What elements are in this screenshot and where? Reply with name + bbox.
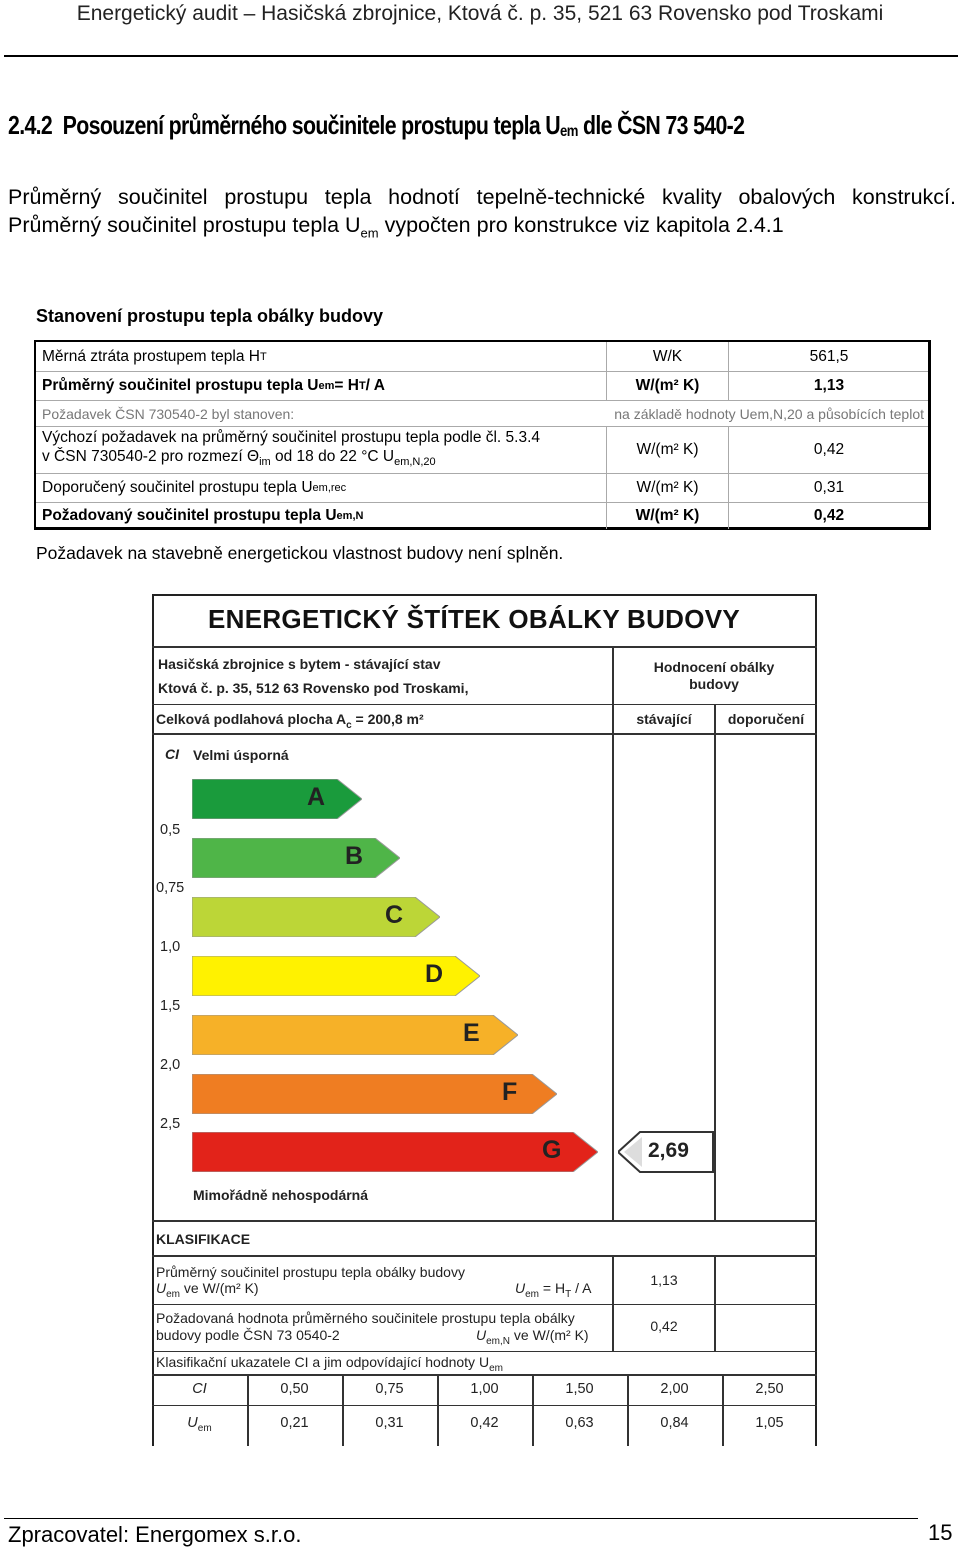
klas-row2-value: 0,42 (650, 1318, 678, 1334)
class-arrow-b: B (192, 838, 400, 878)
klas-row1-value: 1,13 (650, 1272, 678, 1288)
row-label: Požadavek ČSN 730540-2 byl stanoven: (42, 405, 295, 422)
divider (152, 704, 817, 705)
top-text: Velmi úsporná (193, 747, 289, 763)
divider (612, 1255, 614, 1351)
class-arrow-g: G (192, 1132, 598, 1172)
section-title-b: dle ČSN 73 540-2 (582, 110, 745, 140)
row-label: Požadovaný součinitel prostupu tepla U em,N (42, 507, 364, 524)
table-title: Stanovení prostupu tepla obálky budovy (36, 306, 384, 326)
uem-value: 0,42 (470, 1415, 499, 1431)
ci-tick: 1,5 (160, 998, 181, 1014)
divider (152, 1304, 817, 1305)
intro-paragraph (8, 183, 956, 247)
klas-row2-text: Požadovaná hodnota průměrného součinitele prostupu tepla obálky (156, 1310, 575, 1326)
building-address: Ktová č. p. 35, 512 63 Rovensko pod Troskami, (158, 680, 469, 696)
row-value: 561,5 (728, 342, 929, 371)
ci-tick: 0,75 (156, 880, 185, 896)
uem-value: 0,63 (565, 1415, 594, 1431)
divider (152, 1405, 817, 1406)
divider (714, 704, 716, 1220)
row-unit: W/(m² K) (606, 372, 728, 400)
ci-tick: 1,0 (160, 939, 181, 955)
page-number: 15 (928, 1520, 953, 1545)
row-label: Výchozí požadavek na průměrný součinitel prostupu tepla podle čl. 5.3.4 v ČSN 730540-2 pro rozmezí $\Theta_{im}$ od 18 do 22 °C $U_{em,N,20}$ (42, 428, 541, 469)
ci-tick: 2,5 (160, 1116, 181, 1132)
divider (152, 1220, 817, 1222)
ci-tick: 2,0 (160, 1057, 181, 1073)
klas-row1-formula: $U_{em} = H_T / A$ (515, 1280, 592, 1300)
uem-value: 1,05 (755, 1415, 784, 1431)
row-unit: W/(m² K) (606, 503, 728, 529)
divider (152, 646, 817, 648)
page-header: Energetický audit – Hasičská zbrojnice, Ktová č. p. 35, 521 63 Rovensko pod Troskami (76, 2, 884, 25)
header-rule (4, 55, 958, 57)
table-row (36, 372, 928, 401)
uem-value: 0,21 (280, 1415, 309, 1431)
col-recommended: doporučení (727, 711, 805, 727)
klas-row3-text: Klasifikační ukazatele CI a jim odpovídající hodnoty $U_{em}$ (156, 1354, 503, 1374)
row-label: Měrná ztráta prostupem tepla H T (42, 347, 267, 365)
divider (152, 1255, 817, 1257)
class-arrow-d: D (192, 956, 480, 996)
label-title: ENERGETICKÝ ŠTÍTEK OBÁLKY BUDOVY (208, 604, 741, 634)
section-heading (8, 110, 744, 141)
section-title-a: Posouzení průměrného součinitele prostupu tepla U (62, 110, 561, 140)
row-unit: W/(m² K) (606, 427, 728, 473)
bottom-text: Mimořádně nehospodárná (193, 1187, 369, 1203)
class-arrow-a: A (192, 779, 362, 819)
uem-value: 0,31 (375, 1415, 404, 1431)
para-a: Průměrný součinitel prostupu tepla hodnotí tepelně-technické kvality obalových konstrukcí. Průměrný součinitel prostupu tepla U (8, 185, 956, 237)
class-arrow-f: F (192, 1074, 557, 1114)
row-unit: W/K (606, 342, 728, 371)
table-row (36, 503, 928, 529)
klas-row1-text: Průměrný součinitel prostupu tepla obálky budovy (156, 1264, 465, 1280)
para-sub: em (360, 225, 379, 241)
footer-rule (4, 1518, 918, 1519)
footer-author: Zpracovatel: Energomex s.r.o. (8, 1522, 302, 1547)
para-b: vypočten pro konstrukce viz kapitola 2.4.1 (378, 213, 784, 237)
row-note: na základě hodnoty Uem,N,20 a působících teplot (614, 405, 924, 422)
klas-row2-unit: $U_{em,N}$ ve W/(m² K) (476, 1327, 589, 1347)
uem-value: 0,84 (660, 1415, 689, 1431)
requirement-result: Požadavek na stavebně energetickou vlastnost budovy není splněn. (36, 543, 564, 563)
ci-tick: 0,5 (160, 822, 181, 838)
floor-area: Celková podlahová plocha $A_c = 200,8$ m² (156, 711, 424, 731)
class-arrow-c: C (192, 897, 440, 937)
ci-value: 0,75 (375, 1381, 404, 1397)
ci-value: 1,00 (470, 1381, 499, 1397)
row-value: 0,42 (728, 427, 929, 473)
ci-label: CI (165, 746, 179, 762)
row-label: Doporučený součinitel prostupu tepla U em,rec (42, 479, 347, 496)
building-name: Hasičská zbrojnice s bytem - stávající stav (158, 656, 441, 672)
divider (152, 1374, 817, 1376)
ci-row-label: CI (192, 1381, 207, 1397)
ci-value: 2,50 (755, 1381, 784, 1397)
heat-transfer-table (34, 340, 931, 530)
table-row (36, 401, 928, 427)
table-row (36, 427, 928, 474)
row-value: 1,13 (728, 372, 929, 400)
current-value: 2,69 (648, 1139, 689, 1162)
class-arrow-e: E (192, 1015, 518, 1055)
klas-title: KLASIFIKACE (156, 1231, 251, 1247)
section-title-sub: em (560, 123, 578, 140)
klas-row1-unit: $U_{em}$ ve W/(m² K) (156, 1280, 259, 1300)
klas-row2-text2: budovy podle ČSN 73 0540-2 (156, 1327, 340, 1343)
row-unit: W/(m² K) (606, 474, 728, 502)
section-number: 2.4.2 (8, 110, 53, 140)
divider (152, 1351, 817, 1352)
table-row (36, 342, 928, 372)
row-value: 0,42 (728, 503, 929, 529)
table-row (36, 474, 928, 503)
divider (152, 733, 817, 735)
rating-header: Hodnocení obálky budovy (653, 659, 775, 692)
ci-value: 0,50 (280, 1381, 309, 1397)
ci-value: 2,00 (660, 1381, 689, 1397)
row-value: 0,31 (728, 474, 929, 502)
current-value-marker (618, 1131, 714, 1173)
uem-row-label: $U_{em}$ (187, 1415, 212, 1434)
ci-value: 1,50 (565, 1381, 594, 1397)
row-label: Průměrný součinitel prostupu tepla U em = H T / A (42, 377, 385, 394)
divider (714, 1255, 716, 1351)
col-current: stávající (636, 711, 692, 727)
